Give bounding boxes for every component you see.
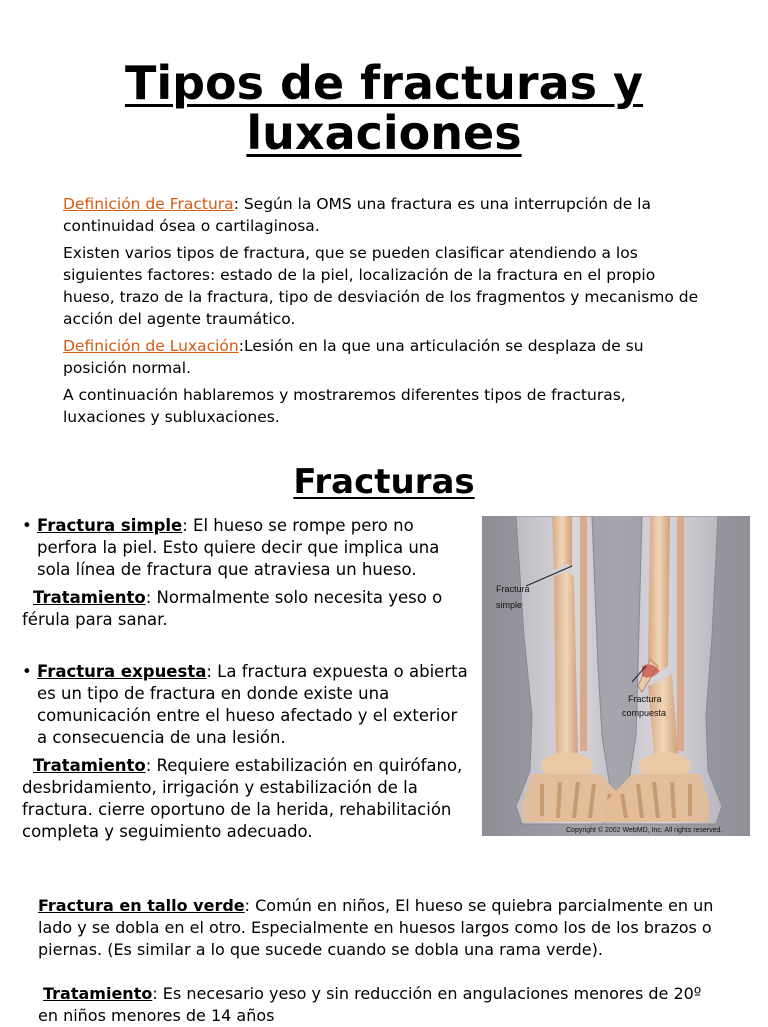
tallo-verde-treatment <box>38 983 718 1027</box>
tratamiento-label: Tratamiento <box>43 984 153 1003</box>
fractura-classification-text: Existen varios tipos de fractura, que se pueden clasificar atendiendo a los siguientes factores: estado de la piel, localización de la fractura en el propio hueso, trazo de la fractura, tipo de desviación de los fragmentos y mecanismo de acción del agente traumático. <box>63 244 699 328</box>
tallo-verde-label: Fractura en tallo verde <box>38 896 245 915</box>
fractura-expuesta-text: : La fractura expuesta o abierta es un tipo de fractura en donde existe una comunicación entre el hueso afectado y el exterior a consecuencia de una lesión. <box>37 662 468 747</box>
intro-section <box>63 193 703 433</box>
fracture-illustration <box>482 516 750 836</box>
tallo-verde-section <box>38 895 718 1027</box>
fractura-simple-item <box>22 515 472 581</box>
fractura-definition <box>63 193 703 237</box>
luxacion-definition-link[interactable]: Definición de Luxación <box>63 337 239 355</box>
fractura-simple-label: Fractura simple <box>37 516 183 535</box>
left-tibia-lower <box>554 572 578 756</box>
label-simple-1: Fractura <box>496 584 530 594</box>
tallo-verde-item <box>38 895 718 961</box>
intro-continuation-text: A continuación hablaremos y mostraremos diferentes tipos de fracturas, luxaciones y subluxaciones. <box>63 386 626 426</box>
left-tibia-upper <box>552 516 572 570</box>
tratamiento-text: : Requiere estabilización en quirófano, desbridamiento, irrigación y estabilización de la fractura. cierre oportuno de la herida, rehabilitación completa y seguimiento adecuado. <box>22 756 463 841</box>
fractura-expuesta-treatment <box>22 755 472 843</box>
fractura-definition-link[interactable]: Definición de Fractura <box>63 195 234 213</box>
fractura-expuesta-item <box>22 661 472 749</box>
left-fibula <box>580 516 587 751</box>
luxacion-definition <box>63 335 703 379</box>
fractura-expuesta-label: Fractura expuesta <box>37 662 207 681</box>
fractura-definition-text: : Según la OMS una fractura es una interrupción de la continuidad ósea o cartilaginosa. <box>63 195 651 235</box>
tratamiento-label: Tratamiento <box>33 756 146 775</box>
tallo-verde-text: : Común en niños, El hueso se quiebra parcialmente en un lado y se dobla en el otro. Especialmente en huesos largos como los de los brazos o piernas. (Es similar a lo que sucede cuando se dobla una rama verde). <box>38 896 714 959</box>
tratamiento-text: : Es necesario yeso y sin reducción en angulaciones menores de 20º en niños menores de 14 años <box>38 984 702 1025</box>
fractura-simple-treatment <box>22 587 472 631</box>
right-tibia-upper <box>648 516 670 676</box>
tratamiento-text: : Normalmente solo necesita yeso o férula para sanar. <box>22 588 443 629</box>
label-compuesta-1: Fractura <box>628 694 662 704</box>
copyright-text: Copyright © 2002 WebMD, Inc. All rights reserved. <box>566 827 723 834</box>
fracturas-heading: Fracturas <box>293 462 475 502</box>
right-fibula <box>677 516 684 751</box>
bullet-marker: • <box>22 516 32 535</box>
tratamiento-label: Tratamiento <box>33 588 146 607</box>
legs-fracture-svg <box>482 516 750 836</box>
label-simple-2: simple <box>496 600 523 610</box>
fracturas-list <box>22 515 472 843</box>
bullet-marker: • <box>22 662 32 681</box>
luxacion-definition-text: :Lesión en la que una articulación se desplaza de su posición normal. <box>63 337 644 377</box>
fractura-simple-text: : El hueso se rompe pero no perfora la piel. Esto quiere decir que implica una sola línea de fractura que atraviesa un hueso. <box>37 516 440 579</box>
page-title: Tipos de fracturas y luxaciones <box>124 56 644 160</box>
label-compuesta-2: compuesta <box>622 708 667 718</box>
